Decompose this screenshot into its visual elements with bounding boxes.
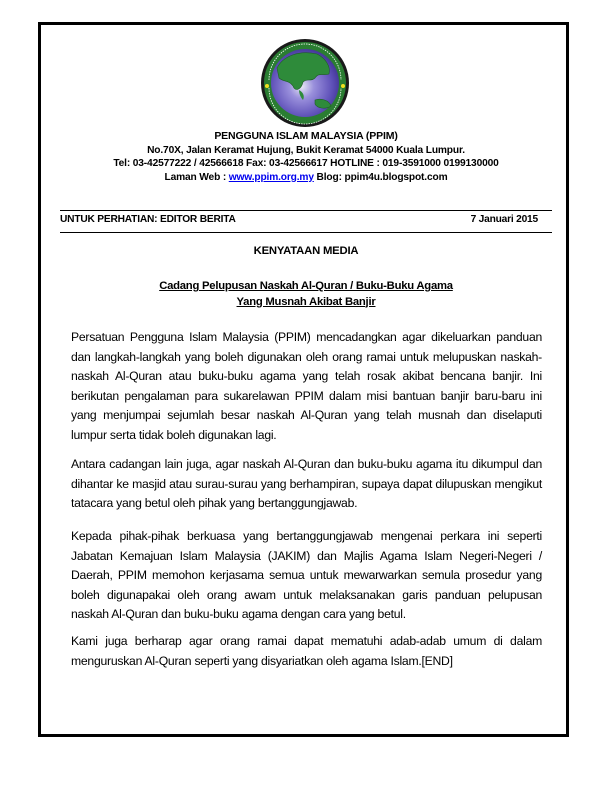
- contact-numbers: Tel: 03-42577222 / 42566618 Fax: 03-42566617 HOTLINE : 019-3591000 0199130000: [113, 158, 499, 170]
- paragraph: Kepada pihak-pihak berkuasa yang bertanggungjawab mengenai perkara ini seperti Jabatan Kemajuan Islam Malaysia (JAKIM) dan Majlis Agama Islam Negeri-Negeri / Daerah, PPIM memohon kerjasama semua untuk mewarwarkan semula prosedur yang boleh digunapakai oleh orang awam untuk melaksanakan garis panduan pelupusan naskah Al-Quran dan buku-buku agama dengan cara yang betul.: [71, 529, 542, 622]
- paragraph: Kami juga berharap agar orang ramai dapat mematuhi adab-adab umum di dalam menguruskan Al-Quran seperti yang disyariatkan oleh agama Islam.[END]: [71, 634, 542, 668]
- headline-line-1: Cadang Pelupusan Naskah Al-Quran / Buku-Buku Agama: [159, 280, 453, 292]
- globe-seal-icon: [259, 38, 351, 128]
- web-line: [40, 171, 572, 185]
- paragraph: Persatuan Pengguna Islam Malaysia (PPIM) mencadangkan agar dikeluarkan panduan dan langkah-langkah yang boleh digunakan oleh orang ramai untuk melupuskan naskah-naskah Al-Quran atau buku-buku agama yang telah rosak akibat bencana banjir. Ini berikutan pengalaman para sukarelawan PPIM dalam misi bantuan banjir baru-baru ini yang menjumpai sejumlah besar naskah Al-Quran yang telah musnah dan diselaputi lumpur serta tidak boleh digunakan lagi.: [71, 330, 542, 442]
- paragraph: Antara cadangan lain juga, agar naskah Al-Quran dan buku-buku agama itu dikumpul dan dihantar ke masjid atau surau-surau yang berhampiran, supaya dapat dilupuskan mengikut tatacara yang betul oleh pihak yang bertanggungjawab.: [71, 457, 542, 511]
- headline: [40, 279, 572, 310]
- attention-row: [60, 214, 538, 225]
- blog-label: Blog: ppim4u.blogspot.com: [313, 171, 448, 183]
- bottom-divider: [60, 232, 552, 233]
- website-link[interactable]: www.ppim.org.my: [228, 171, 314, 183]
- address: No.70X, Jalan Keramat Hujung, Bukit Keramat 54000 Kuala Lumpur.: [147, 144, 465, 156]
- letterhead: [40, 130, 572, 184]
- document-type-heading: KENYATAAN MEDIA: [253, 245, 359, 257]
- headline-line-2: Yang Musnah Akibat Banjir: [236, 295, 376, 308]
- organization-name: PENGGUNA ISLAM MALAYSIA (PPIM): [214, 130, 398, 142]
- attention-label: UNTUK PERHATIAN: EDITOR BERITA: [60, 214, 236, 225]
- web-label: Laman Web :: [164, 171, 229, 183]
- release-date: 7 Januari 2015: [470, 214, 538, 225]
- top-divider: [60, 210, 552, 211]
